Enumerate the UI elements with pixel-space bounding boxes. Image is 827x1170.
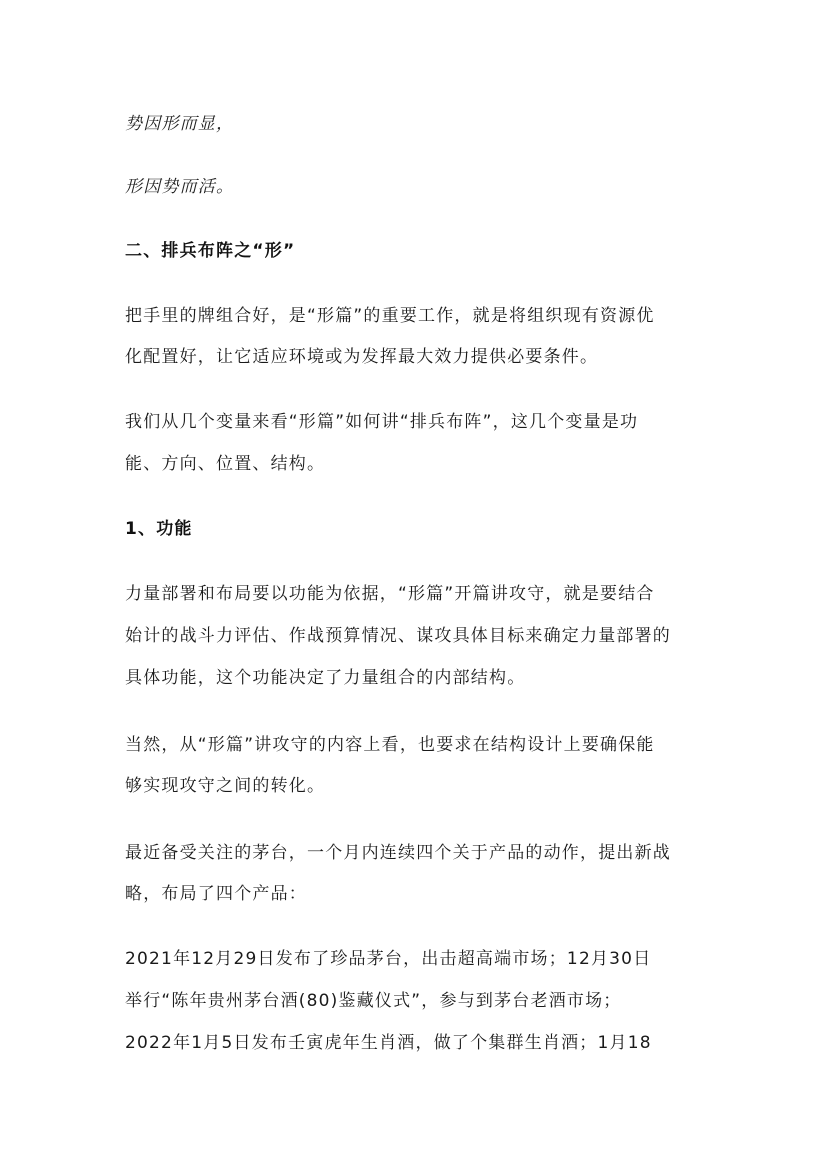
paragraph-3-line-3: 具体功能，这个功能决定了力量组合的内部结构。	[125, 668, 526, 688]
paragraph-3-line-2: 始计的战斗力评估、作战预算情况、谋攻具体目标来确定力量部署的	[125, 626, 671, 646]
paragraph-5-line-1: 最近备受关注的茅台，一个月内连续四个关于产品的动作，提出新战	[125, 843, 671, 863]
paragraph-6-line-1: 2021年12月29日发布了珍品茅台，出击超高端市场；12月30日	[125, 949, 652, 969]
paragraph-6-line-3: 2022年1月5日发布壬寅虎年生肖酒，做了个集群生肖酒；1月18	[125, 1033, 652, 1053]
paragraph-4-line-2: 够实现攻守之间的转化。	[125, 776, 326, 796]
subheading-function: 1、功能	[125, 519, 193, 539]
section-heading: 二、排兵布阵之“形”	[125, 241, 296, 261]
paragraph-6-line-2: 举行“陈年贵州茅台酒(80)鉴藏仪式”，参与到茅台老酒市场；	[125, 991, 622, 1011]
paragraph-3-line-1: 力量部署和布局要以功能为依据，“形篇”开篇讲攻守，就是要结合	[125, 584, 655, 604]
paragraph-2-line-2: 能、方向、位置、结构。	[125, 454, 326, 474]
paragraph-1-line-1: 把手里的牌组合好，是“形篇”的重要工作，就是将组织现有资源优	[125, 306, 655, 326]
paragraph-4-line-1: 当然，从“形篇”讲攻守的内容上看，也要求在结构设计上要确保能	[125, 735, 655, 755]
poem-line-2: 形因势而活。	[125, 177, 235, 197]
poem-line-1: 势因形而显，	[125, 114, 235, 134]
paragraph-1-line-2: 化配置好，让它适应环境或为发挥最大效力提供必要条件。	[125, 347, 599, 367]
paragraph-2-line-1: 我们从几个变量来看“形篇”如何讲“排兵布阵”，这几个变量是功	[125, 412, 639, 432]
paragraph-5-line-2: 略，布局了四个产品：	[125, 884, 307, 904]
